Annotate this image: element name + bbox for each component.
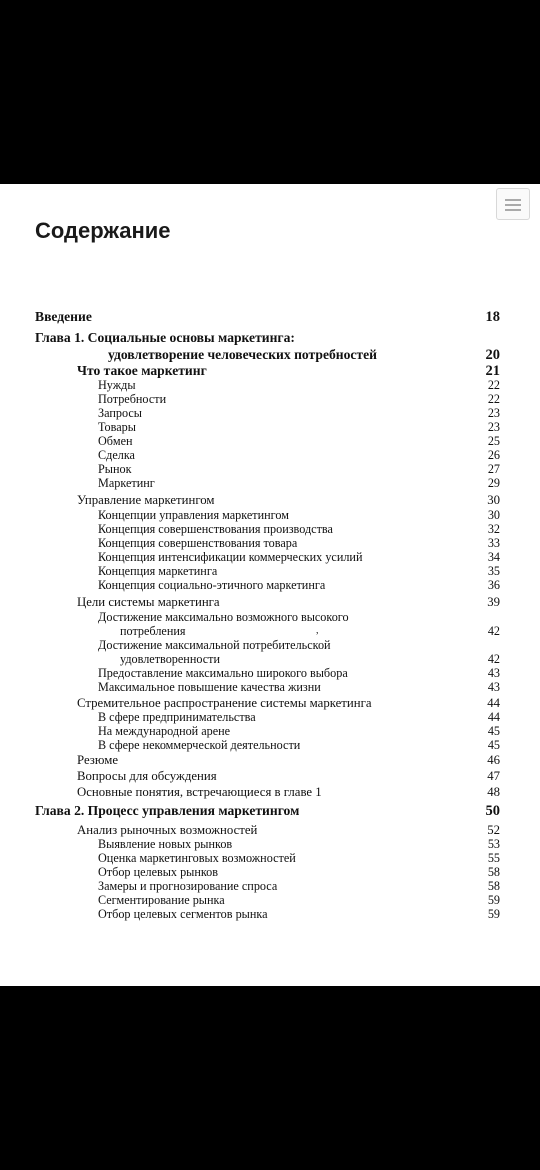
stray-mark: , xyxy=(316,625,319,636)
toc-entry-title: Концепция социально-этичного маркетинга xyxy=(98,578,326,592)
toc-entry-page: 59 xyxy=(487,893,500,907)
toc-entry-title: Обмен xyxy=(98,434,133,448)
toc-entry[interactable] xyxy=(0,624,540,638)
toc-entry-page: 23 xyxy=(487,406,500,420)
toc-entry-page: 30 xyxy=(487,508,500,522)
toc-entry-title: Введение xyxy=(35,309,92,324)
toc-entry[interactable] xyxy=(0,462,540,476)
toc-entry[interactable] xyxy=(0,309,540,325)
toc-entry-title: Потребности xyxy=(98,392,167,406)
toc-entry-page: 35 xyxy=(487,564,500,578)
toc-entry-title: В сфере некоммерческой деятельности xyxy=(98,738,301,752)
toc-entry-title: удовлетворение человеческих потребностей xyxy=(108,347,377,362)
toc-entry-title: В сфере предпринимательства xyxy=(98,710,256,724)
toc-entry-page: 32 xyxy=(487,522,500,536)
toc-entry-title: Глава 2. Процесс управления маркетингом xyxy=(35,803,300,818)
toc-entry-page: 42 xyxy=(487,624,500,638)
toc-entry-title: Концепция интенсификации коммерческих усилий xyxy=(98,550,363,564)
toc-entry[interactable] xyxy=(0,564,540,578)
toc-entry-page: 52 xyxy=(487,823,500,837)
toc-entry-page: 50 xyxy=(485,803,500,819)
toc-entry-title: Резюме xyxy=(77,753,119,767)
toc-entry-page: 34 xyxy=(487,550,500,564)
toc-entry-page: 26 xyxy=(487,448,500,462)
toc-entry[interactable] xyxy=(0,406,540,420)
toc-entry-title: Выявление новых рынков xyxy=(98,837,233,851)
toc-entry-page: 47 xyxy=(487,769,500,783)
toc-entry[interactable] xyxy=(0,696,540,710)
toc-entry-title: Цели системы маркетинга xyxy=(77,595,220,609)
toc-entry[interactable] xyxy=(0,753,540,767)
toc-entry-page: 44 xyxy=(487,696,500,710)
toc-entry-page: 29 xyxy=(487,476,500,490)
page-title: Содержание xyxy=(35,218,171,243)
toc-entry-title: На международной арене xyxy=(98,724,231,738)
toc-entry-page: 33 xyxy=(487,536,500,550)
toc-entry[interactable] xyxy=(0,378,540,392)
toc-entry[interactable] xyxy=(0,652,540,666)
toc-entry-page: 23 xyxy=(487,420,500,434)
toc-entry[interactable] xyxy=(0,420,540,434)
toc-entry[interactable] xyxy=(0,448,540,462)
toc-entry-title: Замеры и прогнозирование спроса xyxy=(98,879,278,893)
toc-entry-page: 59 xyxy=(487,907,500,921)
toc-entry[interactable] xyxy=(0,493,540,507)
toc-entry-title: Сегментирование рынка xyxy=(98,893,225,907)
toc-entry-title: Оценка маркетинговых возможностей xyxy=(98,851,296,865)
toc-entry-page: 36 xyxy=(487,578,500,592)
toc-entry[interactable] xyxy=(0,522,540,536)
toc-entry-title: Вопросы для обсуждения xyxy=(77,769,217,783)
toc-entry[interactable] xyxy=(0,865,540,879)
toc-entry[interactable] xyxy=(0,769,540,783)
toc-entry[interactable] xyxy=(0,392,540,406)
toc-entry[interactable] xyxy=(0,907,540,921)
toc-entry-title: Концепция совершенствования производства xyxy=(98,522,333,536)
toc-entry-page: 46 xyxy=(487,753,500,767)
toc-entry-title: Анализ рыночных возможностей xyxy=(77,823,258,837)
toc-entry-title: Рынок xyxy=(98,462,132,476)
toc-entry-title: Максимальное повышение качества жизни xyxy=(98,680,321,694)
toc-entry-title: Управление маркетингом xyxy=(77,493,215,507)
toc-entry-title: Предоставление максимально широкого выбора xyxy=(98,666,348,680)
toc-entry[interactable] xyxy=(0,363,540,379)
toc-entry[interactable] xyxy=(0,476,540,490)
toc-entry-page: 55 xyxy=(487,851,500,865)
toc-entry-title: Маркетинг xyxy=(98,476,155,490)
toc-entry-title: Отбор целевых рынков xyxy=(98,865,219,879)
toc-entry[interactable] xyxy=(0,610,540,624)
toc-entry[interactable] xyxy=(0,680,540,694)
toc-entry-page: 22 xyxy=(487,378,500,392)
toc-entry-title: Стремительное распространение системы маркетинга xyxy=(77,696,372,710)
toc-entry-title: Достижение максимально возможного высокого xyxy=(98,610,349,624)
toc-entry-page: 48 xyxy=(487,785,500,799)
toc-entry-title: Основные понятия, встречающиеся в главе 1 xyxy=(77,785,322,799)
toc-entry-page: 21 xyxy=(485,363,500,379)
toc-entry-page: 25 xyxy=(487,434,500,448)
toc-entry-page: 43 xyxy=(487,666,500,680)
toc-entry-page: 58 xyxy=(487,865,500,879)
toc-entry-page: 39 xyxy=(487,595,500,609)
toc-entry[interactable] xyxy=(0,578,540,592)
toc-entry-title: Запросы xyxy=(98,406,142,420)
toc-entry-title: Сделка xyxy=(98,448,135,462)
toc-entry-page: 30 xyxy=(487,493,500,507)
toc-entry-page: 44 xyxy=(487,710,500,724)
toc-entry-page: 18 xyxy=(485,309,500,325)
toc-entry-page: 53 xyxy=(487,837,500,851)
toc-entry-title: Что такое маркетинг xyxy=(77,363,207,378)
toc-entry[interactable] xyxy=(0,330,540,346)
toc-entry[interactable] xyxy=(0,785,540,799)
toc-entry[interactable] xyxy=(0,879,540,893)
toc-entry[interactable] xyxy=(0,893,540,907)
toc-entry-title: Глава 1. Социальные основы маркетинга: xyxy=(35,330,295,345)
toc-entry[interactable] xyxy=(0,823,540,837)
toc-entry[interactable] xyxy=(0,434,540,448)
toc-entry-page: 42 xyxy=(487,652,500,666)
toc-entry[interactable] xyxy=(0,724,540,738)
toc-entry[interactable] xyxy=(0,508,540,522)
toc-entry[interactable] xyxy=(0,710,540,724)
toc-entry-page: 43 xyxy=(487,680,500,694)
toc-entry[interactable] xyxy=(0,550,540,564)
toc-entry-title: Нужды xyxy=(98,378,136,392)
toc-entry-page: 58 xyxy=(487,879,500,893)
toc-entry-page: 20 xyxy=(485,347,500,363)
toc-entry-title: Достижение максимальной потребительской xyxy=(98,638,331,652)
toc-entry[interactable] xyxy=(0,347,540,363)
toc-entry[interactable] xyxy=(0,638,540,652)
toc-entry[interactable] xyxy=(0,666,540,680)
toc-entry-page: 45 xyxy=(487,724,500,738)
toc-entry-title: потребления xyxy=(120,624,186,638)
toc-entry[interactable] xyxy=(0,536,540,550)
toc-entry-title: Отбор целевых сегментов рынка xyxy=(98,907,268,921)
toc-entry-title: Концепция совершенствования товара xyxy=(98,536,298,550)
toc-entry[interactable] xyxy=(0,738,540,752)
toc-entry[interactable] xyxy=(0,851,540,865)
toc-entry-title: удовлетворенности xyxy=(120,652,220,666)
toc-entry[interactable] xyxy=(0,803,540,819)
toc-entry-page: 22 xyxy=(487,392,500,406)
toc-entry-page: 45 xyxy=(487,738,500,752)
toc-entry[interactable] xyxy=(0,595,540,609)
toc-entry-title: Концепции управления маркетингом xyxy=(98,508,289,522)
toc-entry-page: 27 xyxy=(487,462,500,476)
toc-entry-title: Товары xyxy=(98,420,136,434)
toc-entry-title: Концепция маркетинга xyxy=(98,564,218,578)
toc-entry[interactable] xyxy=(0,837,540,851)
